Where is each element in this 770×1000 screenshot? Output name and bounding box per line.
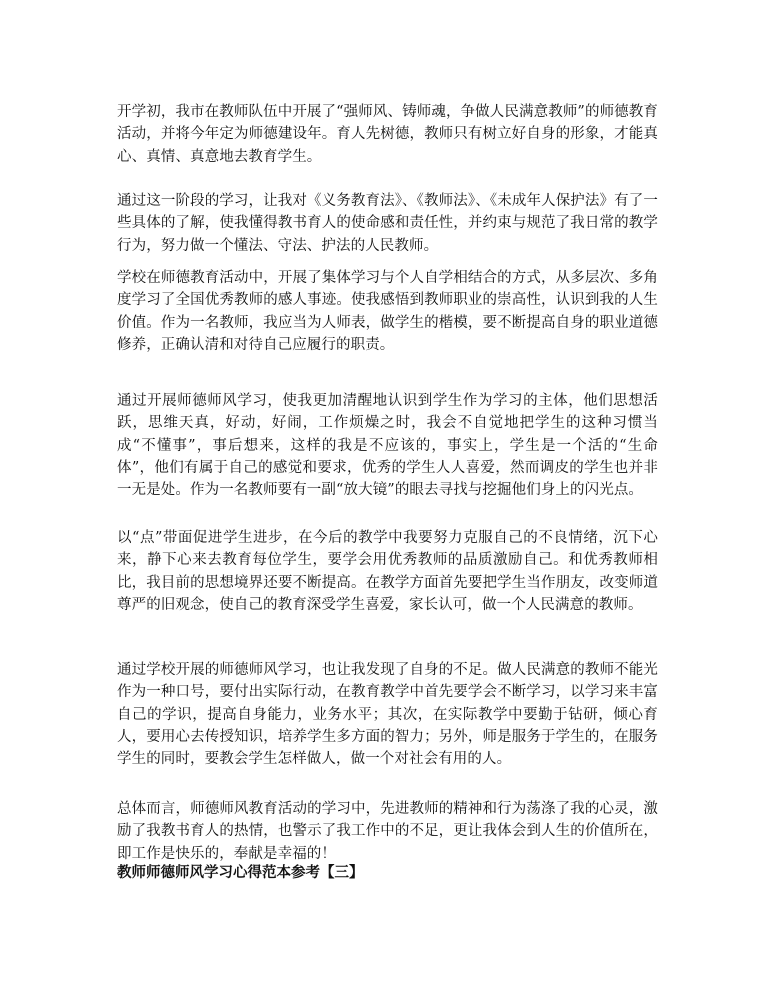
paragraph-7: 总体而言，师德师风教育活动的学习中，先进教师的精神和行为荡涤了我的心灵，激励了我教书育人的热情，也警示了我工作中的不足，更让我体会到人生的价值所在，即工作是快乐的，奉献是幸福的！: [117, 801, 658, 862]
paragraph-3: 学校在师德教育活动中，开展了集体学习与个人自学相结合的方式，从多层次、多角度学习了全国优秀教师的感人事迹。使我感悟到教师职业的崇高性，认识到我的人生价值。作为一名教师，我应当为人师表，做学生的楷模，要不断提高自身的职业道德修养，正确认清和对待自己应履行的职责。: [117, 270, 658, 353]
paragraph-5: 以“点”带面促进学生进步，在今后的教学中我要努力克服自己的不良情绪，沉下心来，静下心来去教育每位学生，要学会用优秀教师的品质激励自己。和优秀教师相比，我目前的思想境界还要不断提高。在教学方面首先要把学生当作朋友，改变师道尊严的旧观念，使自己的教育深受学生喜爱，家长认可，做一个人民满意的教师。: [117, 530, 658, 613]
paragraph-2: 通过这一阶段的学习，让我对《义务教育法》、《教师法》、《未成年人保护法》有了一些具体的了解，使我懂得教书育人的使命感和责任性，并约束与规范了我日常的教学行为，努力做一个懂法、守法、护法的人民教师。: [117, 193, 658, 254]
section-heading: 教师师德师风学习心得范本参考【三】: [117, 864, 364, 881]
paragraph-4: 通过开展师德师风学习，使我更加清醒地认识到学生作为学习的主体，他们思想活跃，思维天真，好动，好闹，工作烦燥之时，我会不自觉地把学生的这种习惯当成“不懂事”，事后想来，这样的我是不应该的，事实上，学生是一个活的“生命体”，他们有属于自己的感觉和要求，优秀的学生人人喜爱，然而调皮的学生也并非一无是处。作为一名教师要有一副“放大镜”的眼去寻找与挖掘他们身上的闪光点。: [117, 393, 658, 499]
paragraph-6: 通过学校开展的师德师风学习，也让我发现了自身的不足。做人民满意的教师不能光作为一种口号，要付出实际行动，在教育教学中首先要学会不断学习，以学习来丰富自己的学识，提高自身能力，业务水平；其次，在实际教学中要勤于钻研，倾心育人，要用心去传授知识，培养学生多方面的智力；另外，师是服务于学生的，在服务学生的同时，要教会学生怎样做人，做一个对社会有用的人。: [117, 662, 658, 768]
paragraph-1: 开学初，我市在教师队伍中开展了“强师风、铸师魂，争做人民满意教师”的师德教育活动，并将今年定为师德建设年。育人先树德，教师只有树立好自身的形象，才能真心、真情、真意地去教育学生。: [117, 104, 658, 165]
